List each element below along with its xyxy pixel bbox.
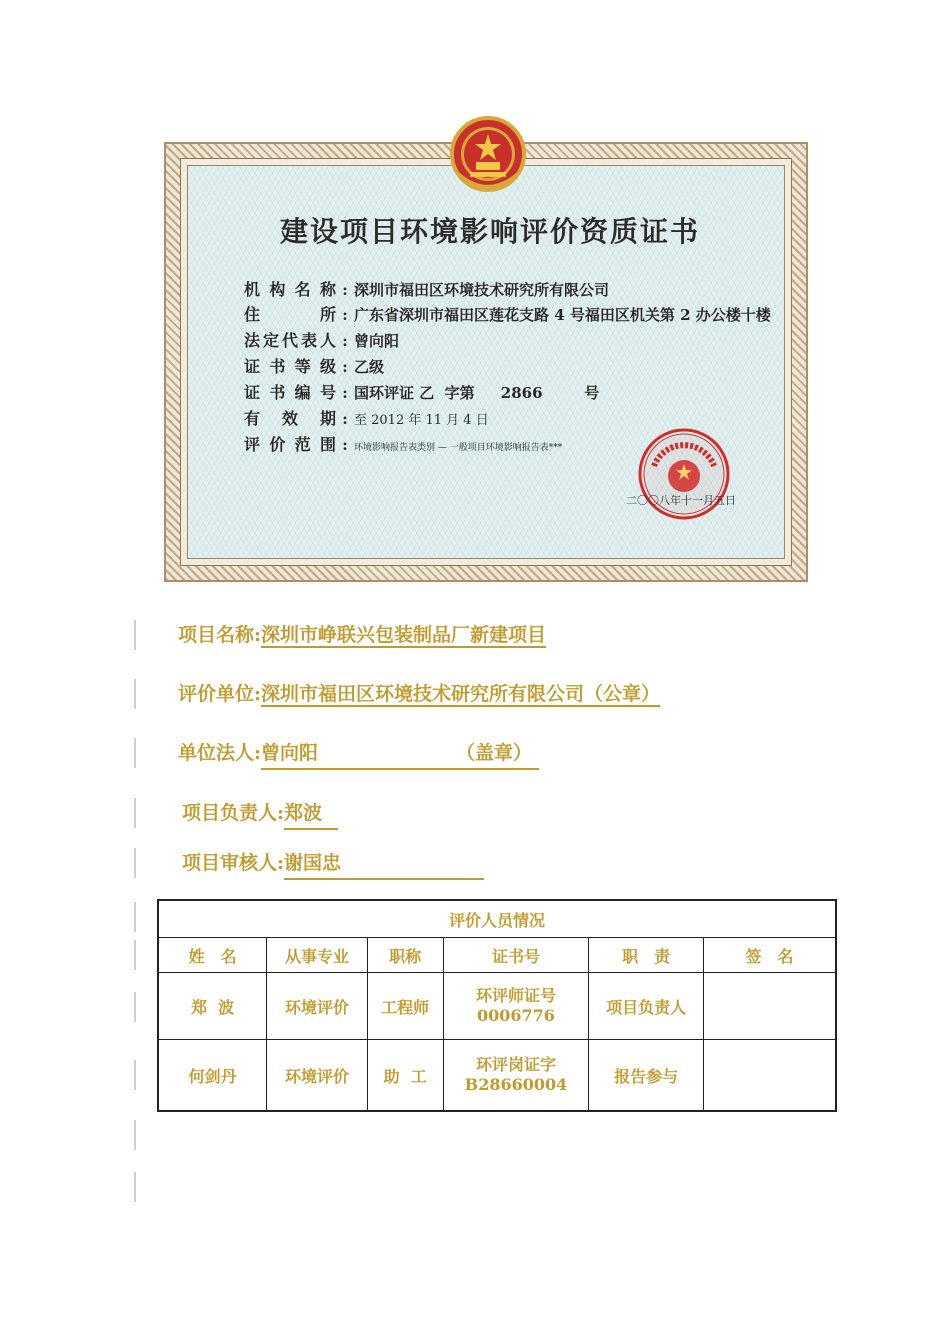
project-name-line (178, 620, 546, 650)
project-lead-label: 项目负责人: (182, 802, 285, 824)
legal-person-stamp: （盖章） (456, 742, 533, 764)
table-row (158, 973, 836, 1040)
cert-field-value: 曾向阳 (354, 332, 400, 350)
legal-person-value: 曾向阳 (261, 742, 319, 764)
cert-field-label: 证书等级 (244, 357, 336, 376)
cell-cert-line1: 环评师证号 (475, 986, 556, 1005)
legal-person-label: 单位法人: (178, 742, 262, 764)
header-sign: 签 名 (703, 938, 836, 973)
cert-field-validity: 有效期 : 至 2012 年 11 月 4 日 (244, 407, 489, 431)
evaluation-unit-line (178, 679, 660, 709)
cert-field-label: 证书编号 (244, 383, 336, 402)
cell-duty: 项目负责人 (589, 973, 704, 1040)
legal-person-line (178, 738, 539, 768)
cert-field-value: 广东省深圳市福田区莲花支路 4 号福田区机关第 2 办公楼十楼 (354, 306, 771, 324)
cert-field-label: 住所 (244, 305, 336, 324)
cert-field-org-name: 机构名称 : 深圳市福田区环境技术研究所有限公司 (244, 278, 609, 302)
margin-mark (134, 620, 136, 650)
margin-mark (134, 1060, 136, 1090)
margin-mark (134, 1172, 136, 1202)
certificate-image (152, 114, 828, 592)
legal-person-underline (261, 738, 539, 770)
cert-field-value: 至 2012 年 11 月 4 日 (354, 413, 489, 428)
cert-field-label: 法定代表人 (244, 331, 336, 350)
cert-field-scope: 评价范围 : 环境影响报告表类别 — 一般项目环境影响报告表*** (244, 433, 562, 457)
header-title: 职称 (367, 938, 443, 973)
project-lead-line (182, 798, 338, 828)
cert-issue-date: 二〇〇八年十一月五日 (626, 494, 736, 507)
cell-name: 郑 波 (158, 973, 267, 1040)
cell-title: 工程师 (367, 973, 443, 1040)
cell-cert (443, 973, 589, 1040)
evaluation-unit-label: 评价单位: (178, 683, 262, 705)
project-reviewer-label: 项目审核人: (182, 852, 285, 874)
staff-table (157, 899, 837, 1112)
project-reviewer-line (182, 848, 484, 878)
project-name-label: 项目名称: (178, 624, 262, 646)
margin-mark (134, 992, 136, 1022)
cell-name: 何剑丹 (158, 1040, 267, 1112)
cert-field-value: 深圳市福田区环境技术研究所有限公司 (354, 281, 610, 299)
cert-field-number: 证书编号 : 国环评证 乙 字第 2866 号 (244, 381, 599, 405)
cell-cert-line2: 0006776 (477, 1006, 555, 1025)
margin-mark (134, 848, 136, 878)
cert-field-label: 有效期 (244, 409, 336, 428)
evaluation-unit-value: 深圳市福田区环境技术研究所有限公司（公章） (261, 683, 661, 705)
cert-field-legal-rep: 法定代表人 : 曾向阳 (244, 329, 399, 353)
certificate-title: 建设项目环境影响评价资质证书 (279, 215, 700, 248)
project-lead-value: 郑波 (284, 798, 338, 830)
cert-field-value: 乙级 (354, 358, 385, 376)
cert-field-label: 评价范围 (244, 435, 336, 454)
cell-sign (703, 1040, 836, 1112)
staff-table-caption: 评价人员情况 (158, 900, 836, 938)
cert-field-value: 环境影响报告表类别 — 一般项目环境影响报告表*** (354, 443, 563, 453)
staff-table-header-row (158, 938, 836, 973)
cell-cert-line1: 环评岗证字 (475, 1055, 556, 1074)
header-cert: 证书号 (443, 938, 589, 973)
project-name-value: 深圳市峥联兴包装制品厂新建项目 (261, 624, 547, 646)
table-row (158, 1040, 836, 1112)
cell-title: 助 工 (367, 1040, 443, 1112)
header-name: 姓 名 (158, 938, 267, 973)
header-major: 从事专业 (267, 938, 368, 973)
header-duty: 职 责 (589, 938, 704, 973)
cell-major: 环境评价 (267, 1040, 368, 1112)
cell-cert (443, 1040, 589, 1112)
cert-field-grade: 证书等级 : 乙级 (244, 355, 384, 379)
cert-field-value: 国环评证 乙 字第 2866 号 (354, 384, 600, 402)
cell-major: 环境评价 (267, 973, 368, 1040)
national-emblem-icon (448, 114, 528, 194)
cert-field-address: 住所 : 广东省深圳市福田区莲花支路 4 号福田区机关第 2 办公楼十楼 (244, 303, 771, 327)
margin-mark (134, 902, 136, 932)
cell-duty: 报告参与 (589, 1040, 704, 1112)
cert-field-label: 机构名称 (244, 280, 336, 299)
margin-mark (134, 940, 136, 970)
margin-mark (134, 798, 136, 828)
staff-table-caption-row (158, 900, 836, 938)
margin-mark (134, 738, 136, 768)
project-reviewer-value: 谢国忠 (284, 848, 484, 880)
margin-mark (134, 679, 136, 709)
cell-sign (703, 973, 836, 1040)
cell-cert-line2: B28660004 (464, 1075, 568, 1094)
margin-mark (134, 1120, 136, 1150)
